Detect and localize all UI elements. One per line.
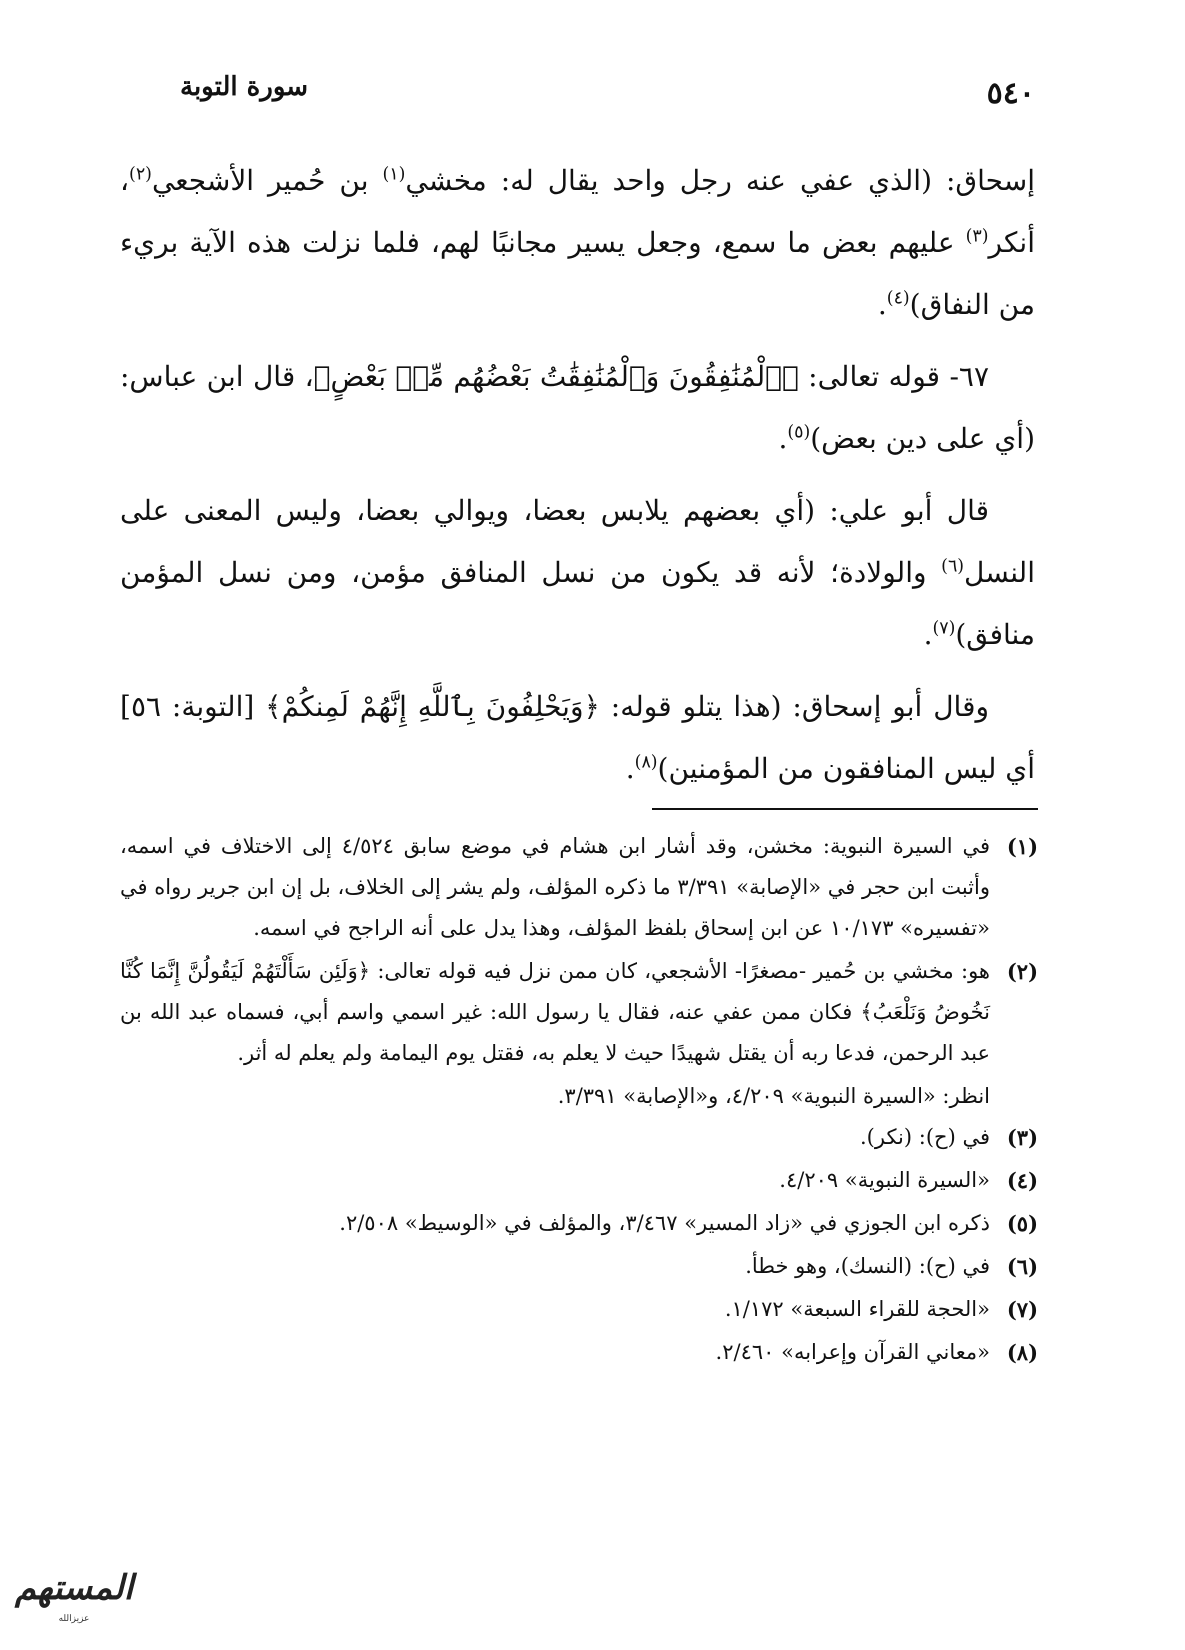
footnote-text: في (ح): (نكر). <box>860 1125 990 1149</box>
page-header <box>150 72 1035 122</box>
footnote-text: «السيرة النبوية» ٤/٢٠٩. <box>779 1168 990 1192</box>
footnote-text: «الحجة للقراء السبعة» ١/١٧٢. <box>724 1297 990 1321</box>
watermark-logo <box>14 1568 134 1634</box>
footnote-number: (٨) <box>1006 1340 1038 1365</box>
footnote-8 <box>120 1332 1038 1373</box>
footnote-ref-8[interactable]: (٨) <box>634 752 658 773</box>
footnote-text: في (ح): (النسك)، وهو خطأ. <box>745 1254 990 1278</box>
footnote-number: (٥) <box>1006 1211 1038 1236</box>
footnote-ref-4[interactable]: (٤) <box>886 288 910 309</box>
paragraph-1: إسحاق: (الذي عفي عنه رجل واحد يقال له: مخشي$^{(١)}$ بن حُمير الأشجعي$^{(٢)}$، أنكر$^{(٣)}$ عليهم بعض ما سمع، وجعل يسير مجانبًا لهم، فلما نزلت هذه الآية بريء من النفاق)$^{(٤)}$. <box>120 164 1035 321</box>
footnote-2-reference: انظر: «السيرة النبوية» ٤/٢٠٩، و«الإصابة» ٣/٣٩١. <box>557 1084 990 1108</box>
footnote-text: ذكره ابن الجوزي في «زاد المسير» ٣/٤٦٧، والمؤلف في «الوسيط» ٢/٥٠٨. <box>339 1211 990 1235</box>
footnotes <box>120 826 1038 1375</box>
running-title: سورة التوبة <box>180 72 309 102</box>
footnote-number: (٣) <box>1006 1125 1038 1150</box>
footnote-ref-6[interactable]: (٦) <box>941 556 965 577</box>
footnote-text: «معاني القرآن وإعرابه» ٢/٤٦٠. <box>715 1340 990 1364</box>
footnote-separator <box>652 808 1038 810</box>
footnote-ref-5[interactable]: (٥) <box>787 422 811 443</box>
footnote-ref-1[interactable]: (١) <box>382 164 406 185</box>
paragraph-3: قال أبو علي: (أي بعضهم يلابس بعضا، ويوالي بعضا، وليس المعنى على النسل$^{(٦)}$ والولادة؛ لأنه قد يكون من نسل المنافق مؤمن، ومن نسل المؤمن منافق)$^{(٧)}$. <box>120 494 1035 651</box>
footnote-1 <box>120 826 1038 949</box>
footnote-number: (٤) <box>1006 1168 1038 1193</box>
paragraph-4: وقال أبو إسحاق: (هذا يتلو قوله: ﴿وَيَحْلِفُونَ بِٱللَّهِ إِنَّهُمْ لَمِنكُمْ﴾ [التوبة: ٥٦] أي ليس المنافقون من المؤمنين)$^{(٨)}$. <box>120 690 1035 785</box>
footnote-text: في السيرة النبوية: مخشن، وقد أشار ابن هشام في موضع سابق ٤/٥٢٤ إلى الاختلاف في اسمه، وأثبت ابن حجر في «الإصابة» ٣/٣٩١ ما ذكره المؤلف، ولم يشر إلى الخلاف، بل إن ابن جرير رواه في «تفسيره» ١٠/١٧٣ عن ابن إسحاق بلفظ المؤلف، وهذا يدل على أنه الراجح في اسمه. <box>120 834 990 940</box>
logo-subtext: عزيزالله <box>58 1614 90 1624</box>
footnote-number: (٦) <box>1006 1254 1038 1279</box>
main-text <box>120 150 1035 810</box>
footnote-5 <box>120 1203 1038 1244</box>
footnote-text: هو: مخشي بن حُمير -مصغرًا- الأشجعي، كان ممن نزل فيه قوله تعالى: ﴿وَلَئِن سَأَلْتَهُمْ لَيَقُولُنَّ إِنَّمَا كُنَّا نَخُوضُ وَنَلْعَبُ﴾ فكان ممن عفي عنه، فقال يا رسول الله: غير اسمي واسم أبي، فسماه عبد الله بن عبد الرحمن، فدعا ربه أن يقتل شهيدًا حيث لا يعلم به، فقتل يوم اليمامة ولم يعلم له أثر. <box>120 959 990 1065</box>
footnote-ref-3[interactable]: (٣) <box>965 226 989 247</box>
footnote-ref-7[interactable]: (٧) <box>932 618 956 639</box>
footnote-3 <box>120 1117 1038 1158</box>
footnote-2 <box>120 951 1038 1074</box>
footnote-6 <box>120 1246 1038 1287</box>
footnote-7 <box>120 1289 1038 1330</box>
footnote-ref-2[interactable]: (٢) <box>129 164 152 185</box>
footnote-4 <box>120 1160 1038 1201</box>
footnote-number: (٧) <box>1006 1297 1038 1322</box>
logo-text: المستهم <box>14 1568 134 1608</box>
page-number: ٥٤٠ <box>986 76 1035 111</box>
footnote-number: (١) <box>1006 834 1038 859</box>
footnote-number: (٢) <box>1006 959 1038 984</box>
paragraph-2: ٦٧- قوله تعالى: ﴿ٱلْمُنَٰفِقُونَ وَٱلْمُنَٰفِقَٰتُ بَعْضُهُم مِّنۢ بَعْضٍ﴾، قال ابن عباس: (أي على دين بعض)$^{(٥)}$. <box>120 360 1035 455</box>
